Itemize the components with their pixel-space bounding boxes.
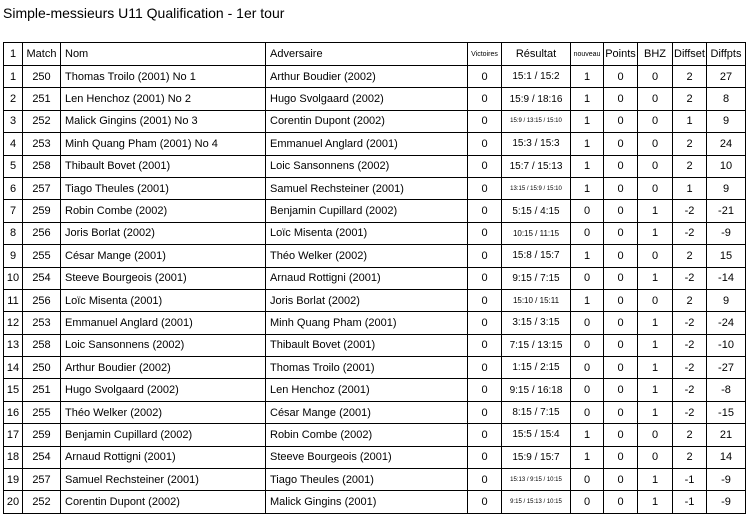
cell-nom: Arthur Boudier (2002) bbox=[61, 357, 266, 379]
cell-match: 250 bbox=[23, 66, 61, 88]
cell-points: 0 bbox=[604, 245, 638, 267]
cell-nouveau: 0 bbox=[571, 379, 604, 401]
cell-bhz: 1 bbox=[638, 401, 673, 423]
cell-victoires: 0 bbox=[468, 110, 502, 132]
cell-rank: 13 bbox=[4, 334, 23, 356]
cell-rank: 15 bbox=[4, 379, 23, 401]
cell-rank: 4 bbox=[4, 133, 23, 155]
cell-adversaire: Steeve Bourgeois (2001) bbox=[266, 446, 468, 468]
cell-match: 253 bbox=[23, 133, 61, 155]
cell-bhz: 1 bbox=[638, 379, 673, 401]
cell-diffpts: -9 bbox=[707, 469, 746, 491]
cell-adversaire: Théo Welker (2002) bbox=[266, 245, 468, 267]
table-row bbox=[4, 267, 746, 289]
cell-adversaire: Hugo Svolgaard (2002) bbox=[266, 88, 468, 110]
cell-diffset: -2 bbox=[673, 200, 707, 222]
cell-nom: Hugo Svolgaard (2002) bbox=[61, 379, 266, 401]
cell-points: 0 bbox=[604, 401, 638, 423]
table-row bbox=[4, 200, 746, 222]
cell-diffpts: 8 bbox=[707, 88, 746, 110]
cell-diffpts: -8 bbox=[707, 379, 746, 401]
cell-rank: 2 bbox=[4, 88, 23, 110]
cell-diffpts: -14 bbox=[707, 267, 746, 289]
header-diffpts: Diffpts bbox=[707, 43, 746, 66]
cell-diffset: 2 bbox=[673, 133, 707, 155]
cell-nom: Samuel Rechsteiner (2001) bbox=[61, 469, 266, 491]
header-adversaire: Adversaire bbox=[266, 43, 468, 66]
cell-adversaire: Samuel Rechsteiner (2001) bbox=[266, 177, 468, 199]
cell-diffset: 2 bbox=[673, 155, 707, 177]
cell-match: 259 bbox=[23, 200, 61, 222]
cell-nouveau: 1 bbox=[571, 177, 604, 199]
cell-nom: César Mange (2001) bbox=[61, 245, 266, 267]
cell-victoires: 0 bbox=[468, 334, 502, 356]
cell-diffset: 2 bbox=[673, 446, 707, 468]
cell-bhz: 0 bbox=[638, 88, 673, 110]
cell-victoires: 0 bbox=[468, 177, 502, 199]
cell-diffset: -2 bbox=[673, 312, 707, 334]
cell-nom: Benjamin Cupillard (2002) bbox=[61, 424, 266, 446]
cell-rank: 14 bbox=[4, 357, 23, 379]
cell-diffpts: 24 bbox=[707, 133, 746, 155]
cell-victoires: 0 bbox=[468, 424, 502, 446]
cell-nom: Thomas Troilo (2001) No 1 bbox=[61, 66, 266, 88]
cell-diffpts: -24 bbox=[707, 312, 746, 334]
cell-nouveau: 1 bbox=[571, 66, 604, 88]
cell-bhz: 0 bbox=[638, 177, 673, 199]
cell-nouveau: 0 bbox=[571, 267, 604, 289]
table-row bbox=[4, 491, 746, 513]
cell-adversaire: Minh Quang Pham (2001) bbox=[266, 312, 468, 334]
cell-match: 257 bbox=[23, 469, 61, 491]
cell-diffset: -1 bbox=[673, 491, 707, 513]
table-row bbox=[4, 424, 746, 446]
cell-points: 0 bbox=[604, 177, 638, 199]
cell-nom: Minh Quang Pham (2001) No 4 bbox=[61, 133, 266, 155]
cell-points: 0 bbox=[604, 289, 638, 311]
cell-match: 251 bbox=[23, 88, 61, 110]
header-victoires: Victoires bbox=[468, 43, 502, 66]
cell-adversaire: Thibault Bovet (2001) bbox=[266, 334, 468, 356]
cell-bhz: 0 bbox=[638, 446, 673, 468]
cell-bhz: 0 bbox=[638, 133, 673, 155]
cell-points: 0 bbox=[604, 88, 638, 110]
cell-points: 0 bbox=[604, 110, 638, 132]
cell-resultat: 15:9 / 13:15 / 15:10 bbox=[502, 110, 571, 132]
cell-rank: 20 bbox=[4, 491, 23, 513]
cell-diffset: -2 bbox=[673, 357, 707, 379]
cell-adversaire: Thomas Troilo (2001) bbox=[266, 357, 468, 379]
cell-points: 0 bbox=[604, 133, 638, 155]
cell-diffpts: 15 bbox=[707, 245, 746, 267]
cell-victoires: 0 bbox=[468, 469, 502, 491]
table-row bbox=[4, 401, 746, 423]
cell-rank: 10 bbox=[4, 267, 23, 289]
cell-match: 254 bbox=[23, 446, 61, 468]
cell-rank: 19 bbox=[4, 469, 23, 491]
cell-points: 0 bbox=[604, 267, 638, 289]
table-row bbox=[4, 133, 746, 155]
cell-resultat: 9:15 / 7:15 bbox=[502, 267, 571, 289]
cell-nouveau: 1 bbox=[571, 155, 604, 177]
cell-match: 251 bbox=[23, 379, 61, 401]
cell-rank: 8 bbox=[4, 222, 23, 244]
header-rank: 1 bbox=[4, 43, 23, 66]
cell-adversaire: Len Henchoz (2001) bbox=[266, 379, 468, 401]
cell-diffset: 1 bbox=[673, 177, 707, 199]
cell-nouveau: 0 bbox=[571, 312, 604, 334]
cell-diffset: 2 bbox=[673, 88, 707, 110]
cell-victoires: 0 bbox=[468, 200, 502, 222]
cell-nom: Malick Gingins (2001) No 3 bbox=[61, 110, 266, 132]
cell-resultat: 15:8 / 15:7 bbox=[502, 245, 571, 267]
cell-resultat: 15:3 / 15:3 bbox=[502, 133, 571, 155]
cell-bhz: 1 bbox=[638, 312, 673, 334]
table-row bbox=[4, 469, 746, 491]
table-row bbox=[4, 177, 746, 199]
cell-match: 252 bbox=[23, 110, 61, 132]
cell-nouveau: 1 bbox=[571, 110, 604, 132]
cell-adversaire: Emmanuel Anglard (2001) bbox=[266, 133, 468, 155]
cell-nouveau: 0 bbox=[571, 357, 604, 379]
cell-diffset: -2 bbox=[673, 334, 707, 356]
cell-points: 0 bbox=[604, 491, 638, 513]
cell-victoires: 0 bbox=[468, 222, 502, 244]
table-row bbox=[4, 88, 746, 110]
cell-bhz: 1 bbox=[638, 469, 673, 491]
cell-points: 0 bbox=[604, 446, 638, 468]
cell-victoires: 0 bbox=[468, 289, 502, 311]
cell-diffset: 2 bbox=[673, 245, 707, 267]
cell-diffset: 2 bbox=[673, 289, 707, 311]
table-row bbox=[4, 110, 746, 132]
cell-resultat: 3:15 / 3:15 bbox=[502, 312, 571, 334]
header-points: Points bbox=[604, 43, 638, 66]
cell-nouveau: 0 bbox=[571, 334, 604, 356]
cell-points: 0 bbox=[604, 312, 638, 334]
cell-rank: 7 bbox=[4, 200, 23, 222]
cell-match: 256 bbox=[23, 222, 61, 244]
cell-bhz: 0 bbox=[638, 424, 673, 446]
cell-victoires: 0 bbox=[468, 401, 502, 423]
header-resultat: Résultat bbox=[502, 43, 571, 66]
results-table bbox=[3, 42, 746, 514]
cell-diffset: 2 bbox=[673, 424, 707, 446]
cell-victoires: 0 bbox=[468, 155, 502, 177]
header-row bbox=[4, 43, 746, 66]
cell-nouveau: 1 bbox=[571, 133, 604, 155]
cell-nom: Tiago Theules (2001) bbox=[61, 177, 266, 199]
cell-nouveau: 0 bbox=[571, 491, 604, 513]
cell-rank: 3 bbox=[4, 110, 23, 132]
cell-nom: Robin Combe (2002) bbox=[61, 200, 266, 222]
cell-victoires: 0 bbox=[468, 133, 502, 155]
cell-diffset: -2 bbox=[673, 401, 707, 423]
cell-nom: Théo Welker (2002) bbox=[61, 401, 266, 423]
cell-points: 0 bbox=[604, 379, 638, 401]
cell-resultat: 13:15 / 15:9 / 15:10 bbox=[502, 177, 571, 199]
table-row bbox=[4, 155, 746, 177]
cell-adversaire: Corentin Dupont (2002) bbox=[266, 110, 468, 132]
cell-adversaire: Robin Combe (2002) bbox=[266, 424, 468, 446]
cell-match: 255 bbox=[23, 245, 61, 267]
cell-resultat: 8:15 / 7:15 bbox=[502, 401, 571, 423]
table-row bbox=[4, 66, 746, 88]
cell-resultat: 15:10 / 15:11 bbox=[502, 289, 571, 311]
cell-adversaire: Benjamin Cupillard (2002) bbox=[266, 200, 468, 222]
cell-rank: 6 bbox=[4, 177, 23, 199]
cell-rank: 12 bbox=[4, 312, 23, 334]
cell-nom: Loic Sansonnens (2002) bbox=[61, 334, 266, 356]
cell-rank: 16 bbox=[4, 401, 23, 423]
cell-resultat: 15:9 / 18:16 bbox=[502, 88, 571, 110]
header-match: Match bbox=[23, 43, 61, 66]
cell-resultat: 15:5 / 15:4 bbox=[502, 424, 571, 446]
cell-adversaire: Arnaud Rottigni (2001) bbox=[266, 267, 468, 289]
cell-nouveau: 0 bbox=[571, 200, 604, 222]
cell-nom: Steeve Bourgeois (2001) bbox=[61, 267, 266, 289]
cell-victoires: 0 bbox=[468, 245, 502, 267]
cell-rank: 5 bbox=[4, 155, 23, 177]
cell-bhz: 1 bbox=[638, 334, 673, 356]
cell-diffpts: -10 bbox=[707, 334, 746, 356]
cell-points: 0 bbox=[604, 334, 638, 356]
cell-points: 0 bbox=[604, 424, 638, 446]
cell-diffset: -2 bbox=[673, 222, 707, 244]
cell-match: 256 bbox=[23, 289, 61, 311]
table-row bbox=[4, 357, 746, 379]
cell-diffpts: -15 bbox=[707, 401, 746, 423]
cell-resultat: 1:15 / 2:15 bbox=[502, 357, 571, 379]
cell-match: 250 bbox=[23, 357, 61, 379]
cell-match: 255 bbox=[23, 401, 61, 423]
cell-points: 0 bbox=[604, 357, 638, 379]
cell-bhz: 0 bbox=[638, 289, 673, 311]
cell-diffset: 2 bbox=[673, 66, 707, 88]
cell-bhz: 1 bbox=[638, 267, 673, 289]
cell-nom: Joris Borlat (2002) bbox=[61, 222, 266, 244]
cell-adversaire: Loic Sansonnens (2002) bbox=[266, 155, 468, 177]
cell-victoires: 0 bbox=[468, 379, 502, 401]
table-row bbox=[4, 289, 746, 311]
table-row bbox=[4, 312, 746, 334]
cell-points: 0 bbox=[604, 155, 638, 177]
table-row bbox=[4, 222, 746, 244]
cell-victoires: 0 bbox=[468, 446, 502, 468]
cell-match: 253 bbox=[23, 312, 61, 334]
cell-diffpts: 21 bbox=[707, 424, 746, 446]
cell-nom: Emmanuel Anglard (2001) bbox=[61, 312, 266, 334]
cell-resultat: 15:9 / 15:7 bbox=[502, 446, 571, 468]
cell-match: 259 bbox=[23, 424, 61, 446]
cell-victoires: 0 bbox=[468, 357, 502, 379]
cell-bhz: 1 bbox=[638, 222, 673, 244]
cell-points: 0 bbox=[604, 66, 638, 88]
cell-diffpts: -9 bbox=[707, 491, 746, 513]
cell-adversaire: Loïc Misenta (2001) bbox=[266, 222, 468, 244]
cell-nouveau: 1 bbox=[571, 289, 604, 311]
cell-diffset: -1 bbox=[673, 469, 707, 491]
cell-adversaire: Malick Gingins (2001) bbox=[266, 491, 468, 513]
header-diffset: Diffset bbox=[673, 43, 707, 66]
cell-nom: Corentin Dupont (2002) bbox=[61, 491, 266, 513]
cell-victoires: 0 bbox=[468, 267, 502, 289]
cell-diffpts: 27 bbox=[707, 66, 746, 88]
cell-resultat: 5:15 / 4:15 bbox=[502, 200, 571, 222]
cell-diffset: -2 bbox=[673, 267, 707, 289]
cell-bhz: 0 bbox=[638, 66, 673, 88]
header-bhz: BHZ bbox=[638, 43, 673, 66]
cell-victoires: 0 bbox=[468, 491, 502, 513]
cell-victoires: 0 bbox=[468, 312, 502, 334]
cell-nouveau: 1 bbox=[571, 245, 604, 267]
cell-nouveau: 1 bbox=[571, 424, 604, 446]
cell-diffpts: -27 bbox=[707, 357, 746, 379]
cell-match: 258 bbox=[23, 155, 61, 177]
table-row bbox=[4, 334, 746, 356]
cell-match: 254 bbox=[23, 267, 61, 289]
header-nouveau: nouveau bbox=[571, 43, 604, 66]
cell-bhz: 0 bbox=[638, 110, 673, 132]
cell-nouveau: 1 bbox=[571, 88, 604, 110]
cell-bhz: 1 bbox=[638, 491, 673, 513]
cell-match: 258 bbox=[23, 334, 61, 356]
cell-resultat: 9:15 / 16:18 bbox=[502, 379, 571, 401]
cell-rank: 18 bbox=[4, 446, 23, 468]
cell-resultat: 7:15 / 13:15 bbox=[502, 334, 571, 356]
table-row bbox=[4, 245, 746, 267]
cell-resultat: 15:1 / 15:2 bbox=[502, 66, 571, 88]
cell-resultat: 15:13 / 9:15 / 10:15 bbox=[502, 469, 571, 491]
cell-resultat: 9:15 / 15:13 / 10:15 bbox=[502, 491, 571, 513]
cell-diffpts: 9 bbox=[707, 289, 746, 311]
cell-rank: 1 bbox=[4, 66, 23, 88]
cell-nom: Loïc Misenta (2001) bbox=[61, 289, 266, 311]
cell-diffpts: 14 bbox=[707, 446, 746, 468]
cell-rank: 11 bbox=[4, 289, 23, 311]
cell-nouveau: 0 bbox=[571, 401, 604, 423]
cell-nouveau: 1 bbox=[571, 446, 604, 468]
cell-nom: Thibault Bovet (2001) bbox=[61, 155, 266, 177]
cell-nouveau: 0 bbox=[571, 222, 604, 244]
cell-points: 0 bbox=[604, 200, 638, 222]
cell-bhz: 1 bbox=[638, 200, 673, 222]
cell-adversaire: Joris Borlat (2002) bbox=[266, 289, 468, 311]
cell-nouveau: 0 bbox=[571, 469, 604, 491]
cell-adversaire: Tiago Theules (2001) bbox=[266, 469, 468, 491]
cell-rank: 9 bbox=[4, 245, 23, 267]
cell-victoires: 0 bbox=[468, 66, 502, 88]
cell-rank: 17 bbox=[4, 424, 23, 446]
cell-diffpts: -21 bbox=[707, 200, 746, 222]
cell-bhz: 0 bbox=[638, 245, 673, 267]
cell-diffset: -2 bbox=[673, 379, 707, 401]
cell-match: 257 bbox=[23, 177, 61, 199]
cell-bhz: 1 bbox=[638, 357, 673, 379]
page-title: Simple-messieurs U11 Qualification - 1er tour bbox=[3, 5, 285, 21]
table-row bbox=[4, 446, 746, 468]
cell-bhz: 0 bbox=[638, 155, 673, 177]
cell-resultat: 15:7 / 15:13 bbox=[502, 155, 571, 177]
cell-diffpts: 9 bbox=[707, 110, 746, 132]
cell-match: 252 bbox=[23, 491, 61, 513]
cell-adversaire: César Mange (2001) bbox=[266, 401, 468, 423]
cell-resultat: 10:15 / 11:15 bbox=[502, 222, 571, 244]
cell-diffset: 1 bbox=[673, 110, 707, 132]
cell-diffpts: 9 bbox=[707, 177, 746, 199]
cell-victoires: 0 bbox=[468, 88, 502, 110]
table-row bbox=[4, 379, 746, 401]
cell-nom: Arnaud Rottigni (2001) bbox=[61, 446, 266, 468]
cell-diffpts: -9 bbox=[707, 222, 746, 244]
header-nom: Nom bbox=[61, 43, 266, 66]
cell-nom: Len Henchoz (2001) No 2 bbox=[61, 88, 266, 110]
cell-adversaire: Arthur Boudier (2002) bbox=[266, 66, 468, 88]
cell-points: 0 bbox=[604, 222, 638, 244]
cell-points: 0 bbox=[604, 469, 638, 491]
cell-diffpts: 10 bbox=[707, 155, 746, 177]
